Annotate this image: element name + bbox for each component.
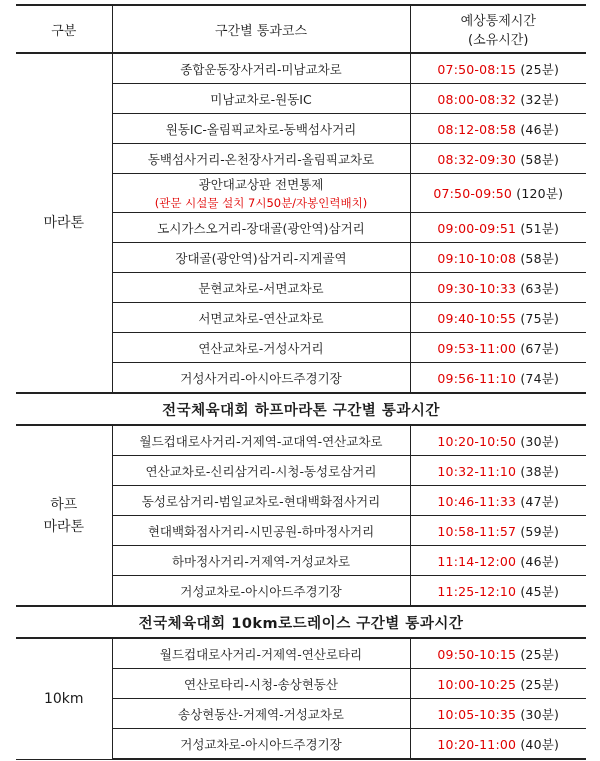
category-marathon: 마라톤 xyxy=(16,53,112,393)
time-cell: 08:32-09:30 (58분) xyxy=(410,144,586,174)
route-cell: 장대골(광안역)삼거리-지게골역 xyxy=(112,243,410,273)
half-marathon-title: 전국체육대회 하프마라톤 구간별 통과시간 xyxy=(16,393,586,425)
time-cell: 10:05-10:35 (30분) xyxy=(410,699,586,729)
time-cell: 10:46-11:33 (47분) xyxy=(410,486,586,516)
category-half-line1: 하프 xyxy=(50,496,78,513)
category-half-line2: 마라톤 xyxy=(43,518,85,535)
table-row xyxy=(16,638,586,669)
route-cell: 연산교차로-신리삼거리-시청-동성로삼거리 xyxy=(112,456,410,486)
route-cell: 월드컵대로사거리-거제역-교대역-연산교차로 xyxy=(112,425,410,456)
table-row xyxy=(16,425,586,456)
route-cell: 동성로삼거리-범일교차로-현대백화점사거리 xyxy=(112,486,410,516)
route-note: (관문 시설물 설치 7시50분/자봉인력배치) xyxy=(154,196,368,210)
route-cell: 연산교차로-거성사거리 xyxy=(112,333,410,363)
header-category: 구분 xyxy=(16,5,112,53)
route-cell: 서면교차로-연산교차로 xyxy=(112,303,410,333)
time-cell: 09:50-10:15 (25분) xyxy=(410,638,586,669)
section-title-row xyxy=(16,393,586,425)
time-cell: 09:40-10:55 (75분) xyxy=(410,303,586,333)
route-cell: 거성교차로-아시아드주경기장 xyxy=(112,729,410,760)
time-cell: 08:00-08:32 (32분) xyxy=(410,84,586,114)
route-text: 광안대교상판 전면통제 xyxy=(198,177,324,192)
time-cell: 10:58-11:57 (59분) xyxy=(410,516,586,546)
route-cell: 하마정사거리-거제역-거성교차로 xyxy=(112,546,410,576)
header-time-line1: 예상통제시간 xyxy=(460,14,536,29)
time-cell: 10:32-11:10 (38분) xyxy=(410,456,586,486)
route-cell: 원동IC-올림픽교차로-동백섬사거리 xyxy=(112,114,410,144)
time-cell: 09:30-10:33 (63분) xyxy=(410,273,586,303)
time-cell: 09:10-10:08 (58분) xyxy=(410,243,586,273)
traffic-control-table xyxy=(16,4,586,760)
header-row xyxy=(16,5,586,53)
header-time xyxy=(410,5,586,53)
tenk-title: 전국체육대회 10km로드레이스 구간별 통과시간 xyxy=(16,606,586,638)
route-cell: 도시가스오거리-장대골(광안역)삼거리 xyxy=(112,213,410,243)
route-cell: 현대백화점사거리-시민공원-하마정사거리 xyxy=(112,516,410,546)
time-cell: 08:12-08:58 (46분) xyxy=(410,114,586,144)
section-title-row xyxy=(16,606,586,638)
route-cell: 거성교차로-아시아드주경기장 xyxy=(112,576,410,607)
time-cell: 07:50-08:15 (25분) xyxy=(410,53,586,84)
time-cell: 11:25-12:10 (45분) xyxy=(410,576,586,607)
route-cell: 미남교차로-원동IC xyxy=(112,84,410,114)
route-cell: 연산로타리-시청-송상현동산 xyxy=(112,669,410,699)
route-cell: 송상현동산-거제역-거성교차로 xyxy=(112,699,410,729)
time-cell: 10:20-10:50 (30분) xyxy=(410,425,586,456)
header-time-line2: (소유시간) xyxy=(468,33,529,48)
time-cell: 09:00-09:51 (51분) xyxy=(410,213,586,243)
route-cell: 월드컵대로사거리-거제역-연산로타리 xyxy=(112,638,410,669)
time-cell: 11:14-12:00 (46분) xyxy=(410,546,586,576)
route-cell: 종합운동장사거리-미남교차로 xyxy=(112,53,410,84)
category-half-marathon xyxy=(16,425,112,606)
table-row xyxy=(16,53,586,84)
category-10km: 10km xyxy=(16,638,112,759)
time-cell: 10:00-10:25 (25분) xyxy=(410,669,586,699)
route-cell: 거성사거리-아시아드주경기장 xyxy=(112,363,410,394)
time-cell: 09:53-11:00 (67분) xyxy=(410,333,586,363)
time-cell: 10:20-11:00 (40분) xyxy=(410,729,586,760)
route-cell: 문현교차로-서면교차로 xyxy=(112,273,410,303)
route-cell: 동백섬사거리-온천장사거리-올림픽교차로 xyxy=(112,144,410,174)
time-cell: 07:50-09:50 (120분) xyxy=(410,174,586,213)
time-cell: 09:56-11:10 (74분) xyxy=(410,363,586,394)
header-course: 구간별 통과코스 xyxy=(112,5,410,53)
route-cell xyxy=(112,174,410,213)
